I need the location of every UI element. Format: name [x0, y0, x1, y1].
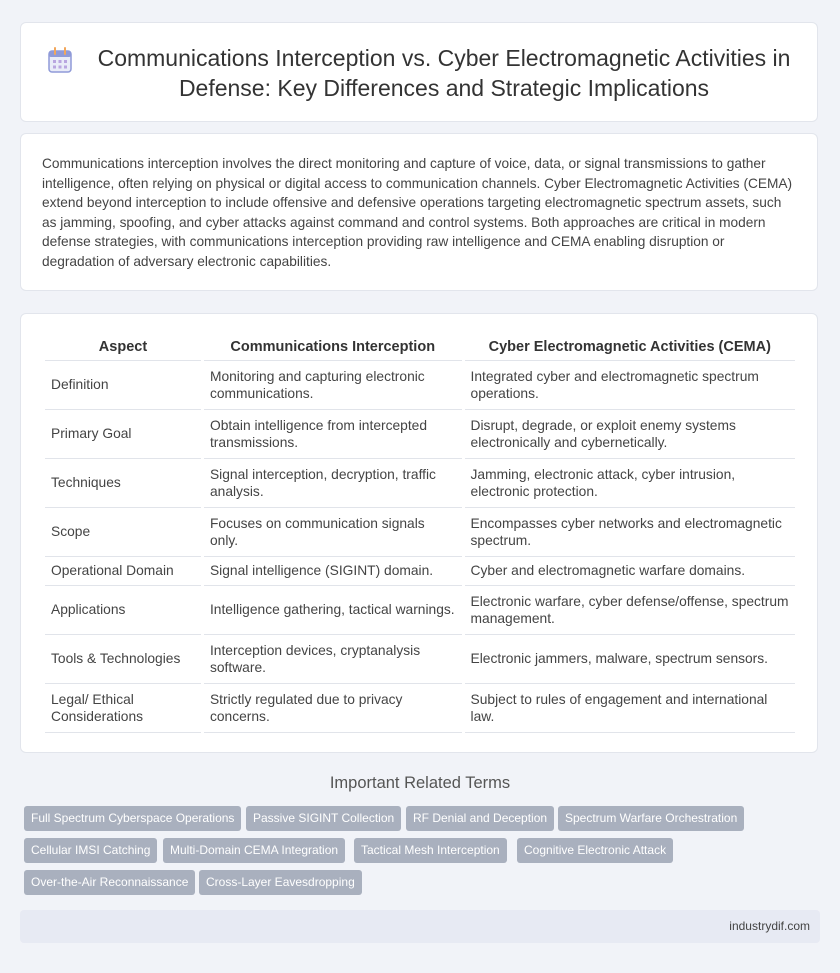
intro-card: [20, 133, 818, 291]
interception-cell: Strictly regulated due to privacy concerns.: [204, 684, 462, 733]
aspect-cell: Techniques: [45, 459, 201, 508]
table-row: [45, 586, 795, 635]
interception-cell: Monitoring and capturing electronic communications.: [204, 361, 462, 410]
related-term-chip[interactable]: Full Spectrum Cyberspace Operations: [24, 806, 241, 831]
aspect-cell: Primary Goal: [45, 410, 201, 459]
table-header-row: [45, 332, 795, 361]
cema-cell: Electronic jammers, malware, spectrum sensors.: [465, 635, 795, 684]
footer-site-link[interactable]: industrydif.com: [729, 919, 810, 933]
header-cema: Cyber Electromagnetic Activities (CEMA): [465, 332, 795, 361]
intro-paragraph: Communications interception involves the direct monitoring and capture of voice, data, or signal transmissions to gather intelligence, often relying on physical or digital access to communication channels. Cyber Electromagnetic Activities (CEMA) extend beyond interception to include offensive and defensive operations targeting electromagnetic spectrum assets, such as jamming, spoofing, and cyber attacks against command and control systems. Both approaches are critical in modern defense strategies, with communications interception providing raw intelligence and CEMA enabling disruption or degradation of adversary electronic capabilities.: [42, 156, 793, 269]
footer: [20, 910, 820, 943]
comparison-table: [42, 332, 798, 733]
comparison-card: [20, 313, 818, 753]
related-term-chip[interactable]: Passive SIGINT Collection: [246, 806, 401, 831]
related-term-chip[interactable]: Cellular IMSI Catching: [24, 838, 157, 863]
interception-cell: Focuses on communication signals only.: [204, 508, 462, 557]
header-aspect: Aspect: [45, 332, 201, 361]
header-communications-interception: Communications Interception: [204, 332, 462, 361]
interception-cell: Signal interception, decryption, traffic analysis.: [204, 459, 462, 508]
related-term-chip[interactable]: Cognitive Electronic Attack: [517, 838, 673, 863]
interception-cell: Obtain intelligence from intercepted transmissions.: [204, 410, 462, 459]
table-row: [45, 557, 795, 586]
related-term-chip[interactable]: Multi-Domain CEMA Integration: [163, 838, 345, 863]
cema-cell: Subject to rules of engagement and international law.: [465, 684, 795, 733]
table-row: [45, 410, 795, 459]
table-row: [45, 459, 795, 508]
table-row: [45, 508, 795, 557]
interception-cell: Intelligence gathering, tactical warnings.: [204, 586, 462, 635]
aspect-cell: Applications: [45, 586, 201, 635]
related-term-chip[interactable]: Tactical Mesh Interception: [354, 838, 507, 863]
aspect-cell: Tools & Technologies: [45, 635, 201, 684]
cema-cell: Integrated cyber and electromagnetic spectrum operations.: [465, 361, 795, 410]
page-title: Communications Interception vs. Cyber Electromagnetic Activities in Defense: Key Differences and Strategic Implications: [97, 45, 791, 101]
table-row: [45, 361, 795, 410]
cema-cell: Disrupt, degrade, or exploit enemy systems electronically and cybernetically.: [465, 410, 795, 459]
interception-cell: Interception devices, cryptanalysis software.: [204, 635, 462, 684]
related-term-chip[interactable]: Over-the-Air Reconnaissance: [24, 870, 195, 895]
aspect-cell: Scope: [45, 508, 201, 557]
table-row: [45, 635, 795, 684]
aspect-cell: Definition: [45, 361, 201, 410]
title-card: [20, 22, 818, 122]
related-term-chip[interactable]: RF Denial and Deception: [406, 806, 554, 831]
cema-cell: Cyber and electromagnetic warfare domains.: [465, 557, 795, 586]
interception-cell: Signal intelligence (SIGINT) domain.: [204, 557, 462, 586]
cema-cell: Electronic warfare, cyber defense/offense, spectrum management.: [465, 586, 795, 635]
related-term-chip[interactable]: Spectrum Warfare Orchestration: [558, 806, 744, 831]
related-terms-title: Important Related Terms: [329, 774, 511, 792]
related-term-chip[interactable]: Cross-Layer Eavesdropping: [199, 870, 362, 895]
table-row: [45, 684, 795, 733]
aspect-cell: Legal/ Ethical Considerations: [45, 684, 201, 733]
aspect-cell: Operational Domain: [45, 557, 201, 586]
cema-cell: Jamming, electronic attack, cyber intrusion, electronic protection.: [465, 459, 795, 508]
cema-cell: Encompasses cyber networks and electromagnetic spectrum.: [465, 508, 795, 557]
calendar-icon: [48, 47, 72, 73]
